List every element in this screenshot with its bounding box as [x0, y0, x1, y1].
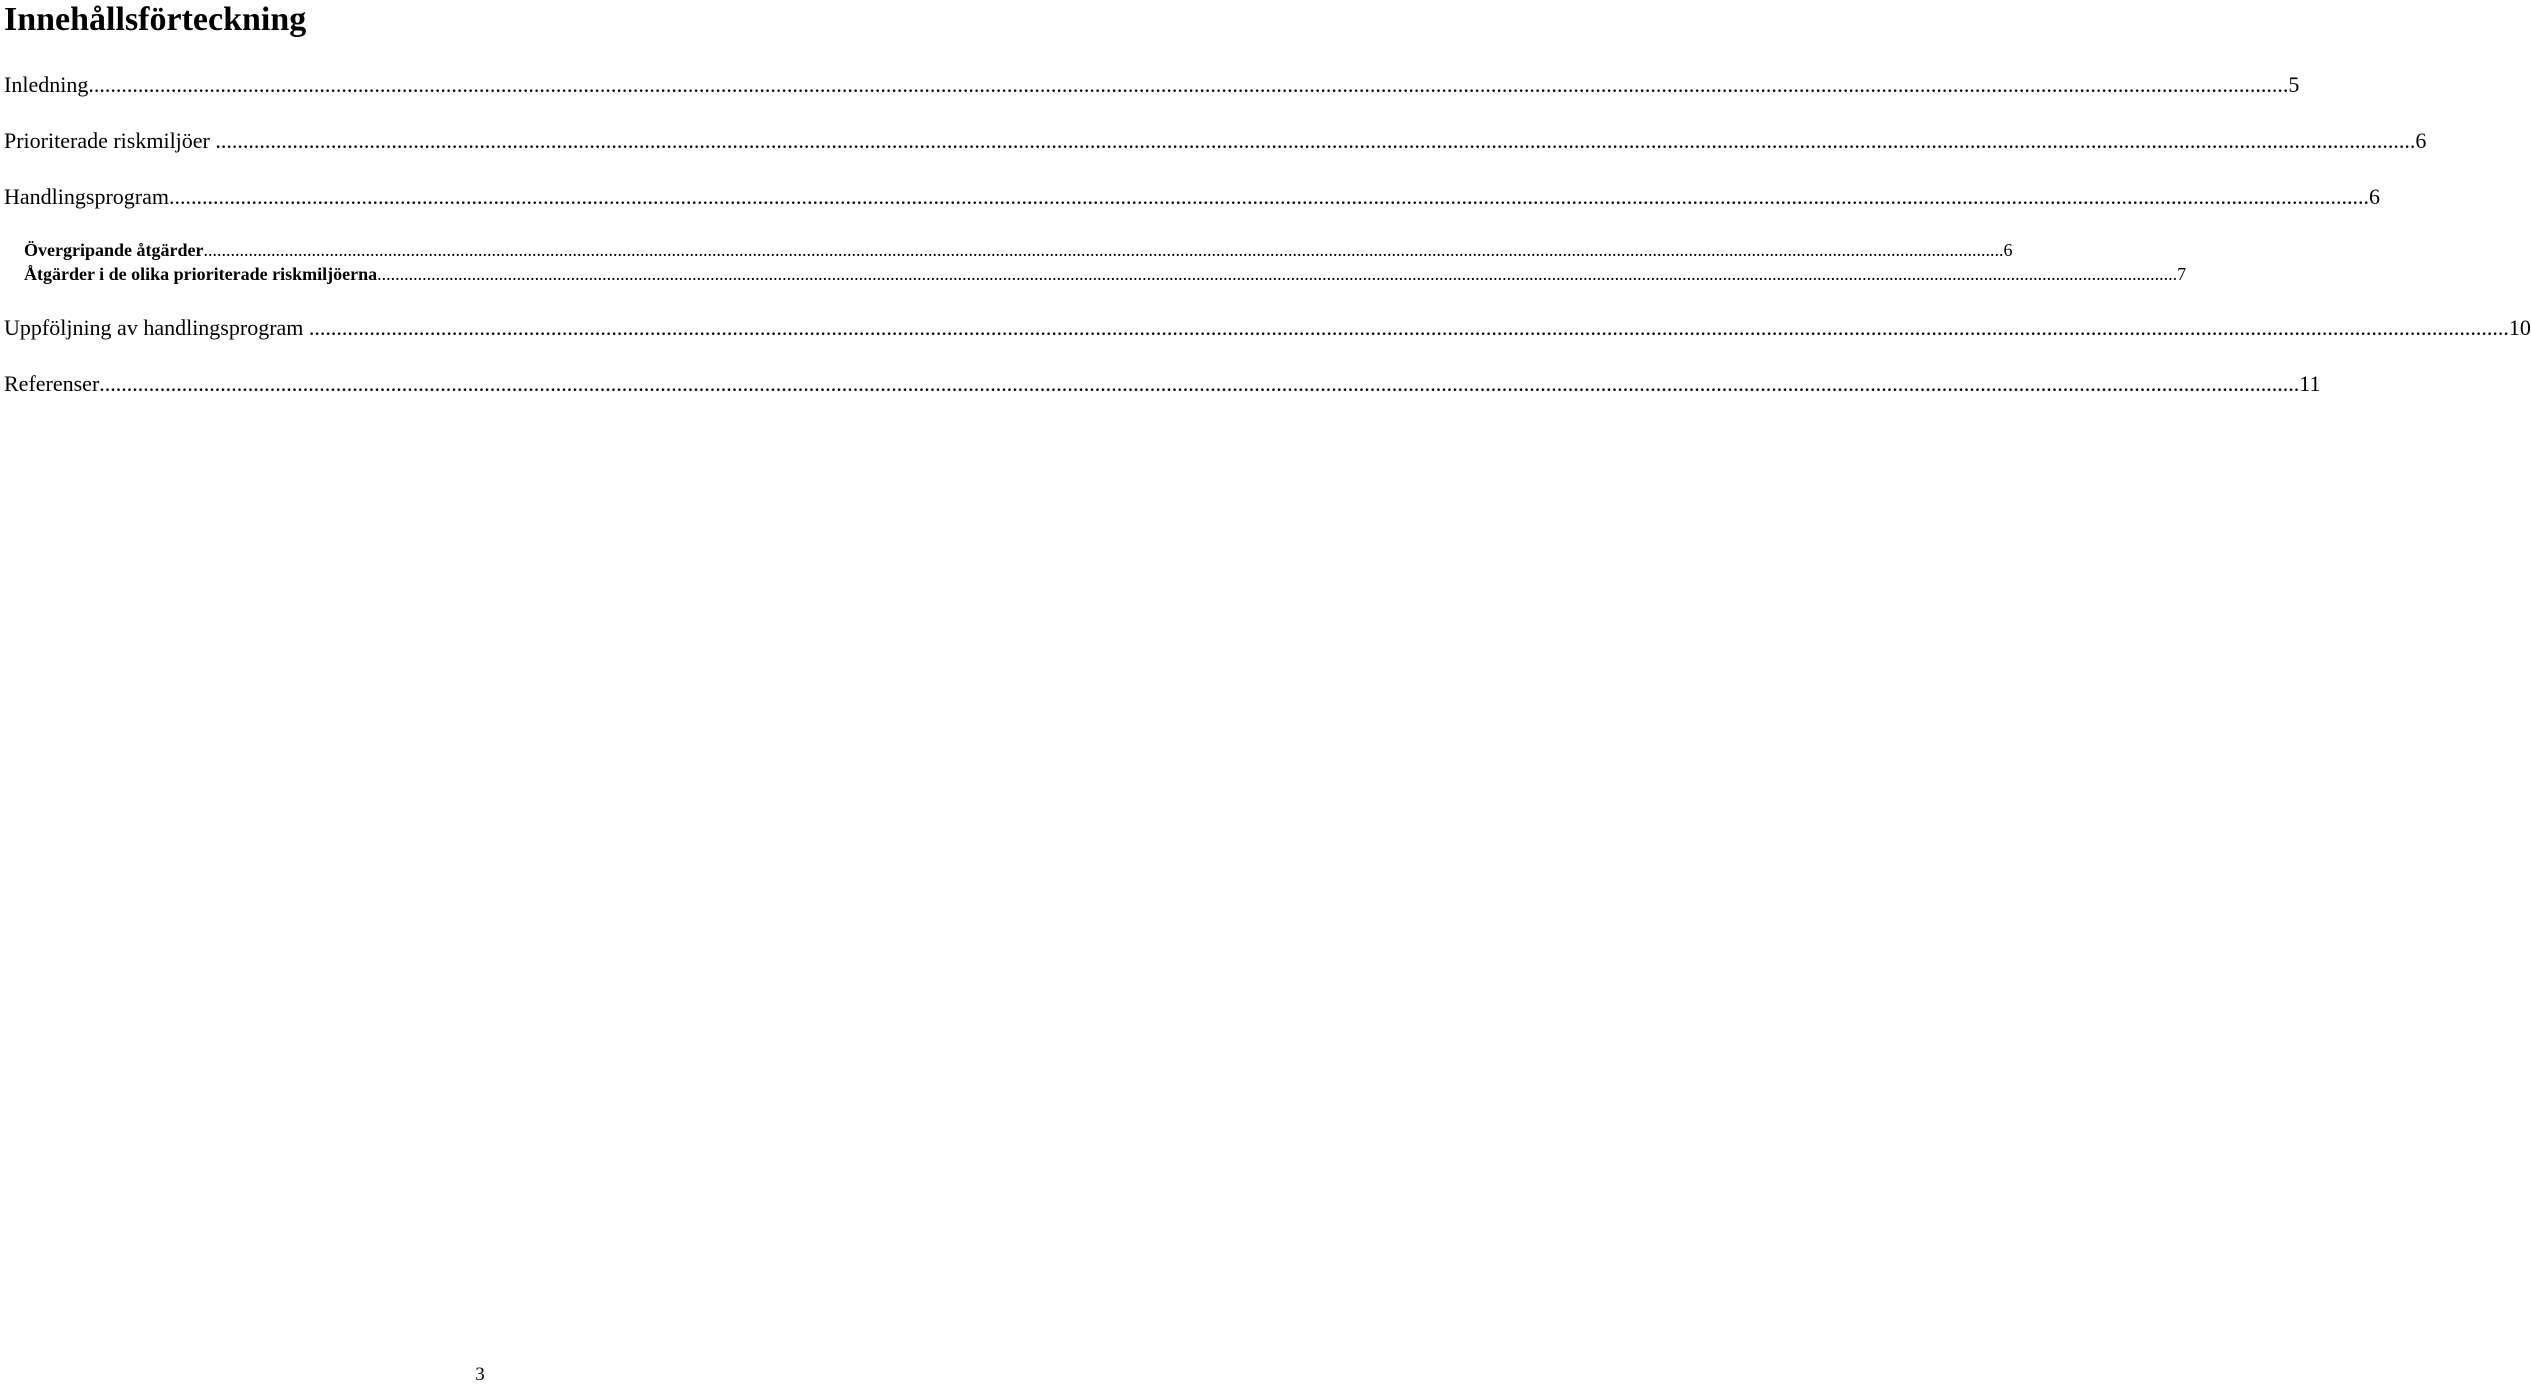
dot-leader: ................................................................................................................................................................................................................................................................................................................................................................................................................ [99, 371, 2300, 396]
toc-entry-label: Inledning [4, 72, 89, 97]
toc-entry-label: Referenser [4, 371, 100, 396]
dot-leader: ................................................................................................................................................................................................................................................................................................................................................................................................................ [203, 240, 2004, 260]
dot-leader: ................................................................................................................................................................................................................................................................................................................................................................................................................ [88, 72, 2289, 97]
toc-entry-label: Prioriterade riskmiljöer [4, 128, 216, 153]
toc-entry-inledning[interactable] [4, 72, 2300, 98]
toc-entry-label: Övergripande åtgärder [24, 240, 204, 260]
toc-entry-page: 6 [2368, 184, 2380, 209]
toc-entry-page: 11 [2299, 371, 2321, 396]
page-number: 3 [475, 1364, 485, 1385]
toc-entry-overgripande-atgarder[interactable] [24, 239, 2013, 261]
toc-entry-referenser[interactable] [4, 371, 2321, 397]
toc-entry-handlingsprogram[interactable] [4, 184, 2380, 210]
toc-entry-page: 10 [2508, 315, 2531, 340]
toc-entry-page: 6 [2415, 128, 2427, 153]
dot-leader: ................................................................................................................................................................................................................................................................................................................................................................................................................ [168, 184, 2369, 209]
toc-entry-atgarder-riskmiljoerna[interactable] [24, 263, 2187, 285]
toc-entry-label: Handlingsprogram [4, 184, 169, 209]
toc-entry-page: 7 [2177, 264, 2187, 284]
dot-leader: ................................................................................................................................................................................................................................................................................................................................................................................................................ [215, 128, 2416, 153]
toc-entry-page: 6 [2003, 240, 2013, 260]
toc-entry-label: Åtgärder i de olika prioriterade riskmiljöerna [24, 264, 378, 284]
dot-leader: ................................................................................................................................................................................................................................................................................................................................................................................................................ [308, 315, 2509, 340]
toc-entry-label: Uppföljning av handlingsprogram [4, 315, 309, 340]
toc-entry-uppfoljning[interactable] [4, 315, 2531, 341]
dot-leader: ................................................................................................................................................................................................................................................................................................................................................................................................................ [377, 264, 2178, 284]
toc-title: Innehållsförteckning [4, 1, 307, 38]
toc-entry-prioriterade-riskmiljoer[interactable] [4, 128, 2427, 154]
toc-entry-page: 5 [2288, 72, 2300, 97]
